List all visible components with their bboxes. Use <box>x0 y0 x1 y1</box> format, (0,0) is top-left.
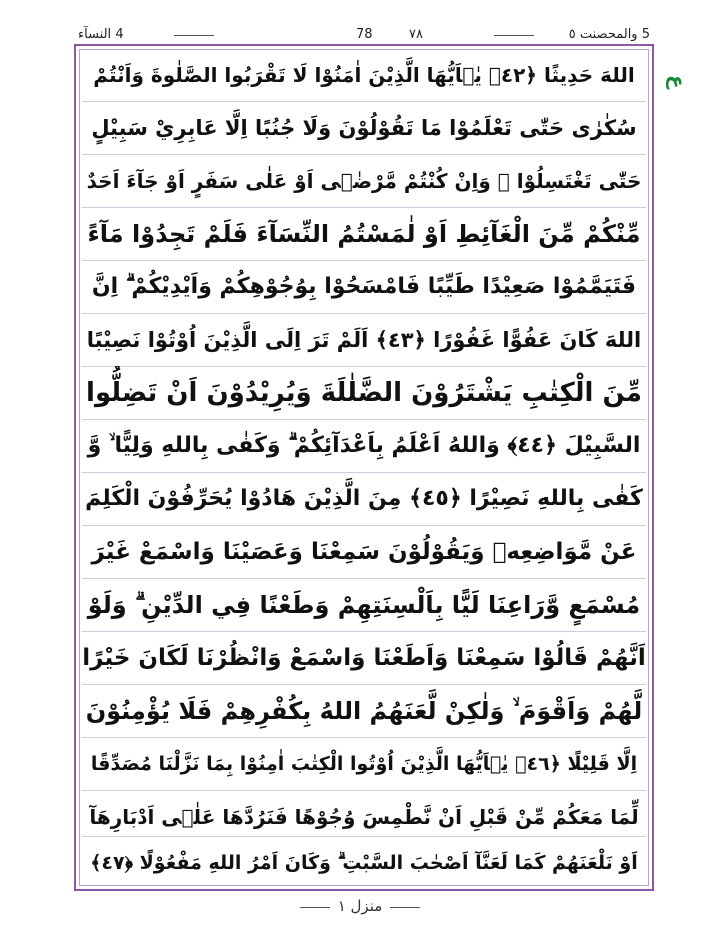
text-line: كَفٰى بِاللهِ نَصِيْرًا ﴿٤٥﴾ مِنَ الَّذِيْنَ هَادُوْا يُحَرِّفُوْنَ الْكَلِمَ <box>85 486 643 511</box>
ruku-margin-mark: ع <box>666 75 690 89</box>
surah-label: 5 والمحصنت ٥ <box>568 27 650 42</box>
footer-divider <box>390 907 420 908</box>
juz-label: 4 النسآء <box>78 27 124 42</box>
page-number-arabic: ٧٨ <box>409 27 423 42</box>
text-line: سُكٰرٰى حَتّٰى تَعْلَمُوْا مَا تَقُوْلُوْنَ وَلَا جُنُبًا اِلَّا عَابِرِيْ سَبِيْلٍ <box>91 115 637 140</box>
text-line: مِّنَ الْكِتٰبِ يَشْتَرُوْنَ الضَّلٰلَةَ وَيُرِيْدُوْنَ اَنْ تَضِلُّوا <box>86 377 642 408</box>
text-line: اَوْ نَلْعَنَهُمْ كَمَا لَعَنَّآ اَصْحٰبَ السَّبْتِ ۗ وَكَانَ اَمْرُ اللهِ مَفْعُوْلًا ﴿٤٧﴾ <box>90 851 638 874</box>
text-line: لَّهُمْ وَاَقْوَمَ ۙ وَلٰكِنْ لَّعَنَهُمُ اللهُ بِكُفْرِهِمْ فَلَا يُؤْمِنُوْنَ <box>85 696 643 725</box>
header-divider <box>494 35 534 36</box>
text-line: لِّمَا مَعَكُمْ مِّنْ قَبْلِ اَنْ نَّطْمِسَ وُجُوْهًا فَنَرُدَّهَا عَلٰۤى اَدْبَارِهَآ <box>89 804 639 829</box>
text-line: عَنْ مَّوَاضِعِهٖ وَيَقُوْلُوْنَ سَمِعْنَا وَعَصَيْنَا وَاسْمَعْ غَيْرَ <box>91 538 637 565</box>
page-number: 78 <box>356 27 373 42</box>
text-line: اَنَّهُمْ قَالُوْا سَمِعْنَا وَاَطَعْنَا وَاسْمَعْ وَانْظُرْنَا لَكَانَ خَيْرًا <box>82 644 646 671</box>
text-line: السَّبِيْلَ ﴿٤٤﴾ وَاللهُ اَعْلَمُ بِاَعْدَآئِكُمْ ۗ وَكَفٰى بِاللهِ وَلِيًّا ۙ وَّ <box>87 433 641 458</box>
manzil-label: منزل ١ <box>337 897 383 915</box>
page-frame <box>74 44 654 891</box>
text-line: مِّنْكُمْ مِّنَ الْغَآئِطِ اَوْ لٰمَسْتُمُ النِّسَآءَ فَلَمْ تَجِدُوْا مَآءً <box>87 219 641 248</box>
footer-divider <box>300 907 330 908</box>
header-divider <box>174 35 214 36</box>
text-line: اِلَّا قَلِيْلًا ﴿٤٦﴾ يٰۤاَيُّهَا الَّذِيْنَ اُوْتُوا الْكِتٰبَ اٰمِنُوْا بِمَا نَزَّلْنَا مُصَدِّقًا <box>90 752 638 775</box>
text-line: فَتَيَمَّمُوْا صَعِيْدًا طَيِّبًا فَامْسَحُوْا بِوُجُوْهِكُمْ وَاَيْدِيْكُمْ ۗ اِنَّ <box>91 274 637 299</box>
text-line: حَتّٰى تَغْتَسِلُوْا ۗ وَاِنْ كُنْتُمْ مَّرْضٰۤى اَوْ عَلٰى سَفَرٍ اَوْ جَآءَ اَحَدٌ <box>86 168 642 193</box>
text-line: اللهَ حَدِيثًا ﴿٤٢﴾ يٰۤاَيُّهَا الَّذِيْنَ اٰمَنُوْا لَا تَقْرَبُوا الصَّلٰوةَ وَاَنْتُمْ <box>93 62 635 87</box>
page-footer <box>300 897 420 921</box>
text-line: مُسْمَعٍ وَّرَاعِنَا لَيًّا بِاَلْسِنَتِهِمْ وَطَعْنًا فِي الدِّيْنِ ۗ وَلَوْ <box>87 590 641 619</box>
text-line: اللهَ كَانَ عَفُوًّا غَفُوْرًا ﴿٤٣﴾ اَلَمْ تَرَ اِلَى الَّذِيْنَ اُوْتُوْا نَصِيْبًا <box>86 327 642 352</box>
page-header <box>74 25 654 45</box>
